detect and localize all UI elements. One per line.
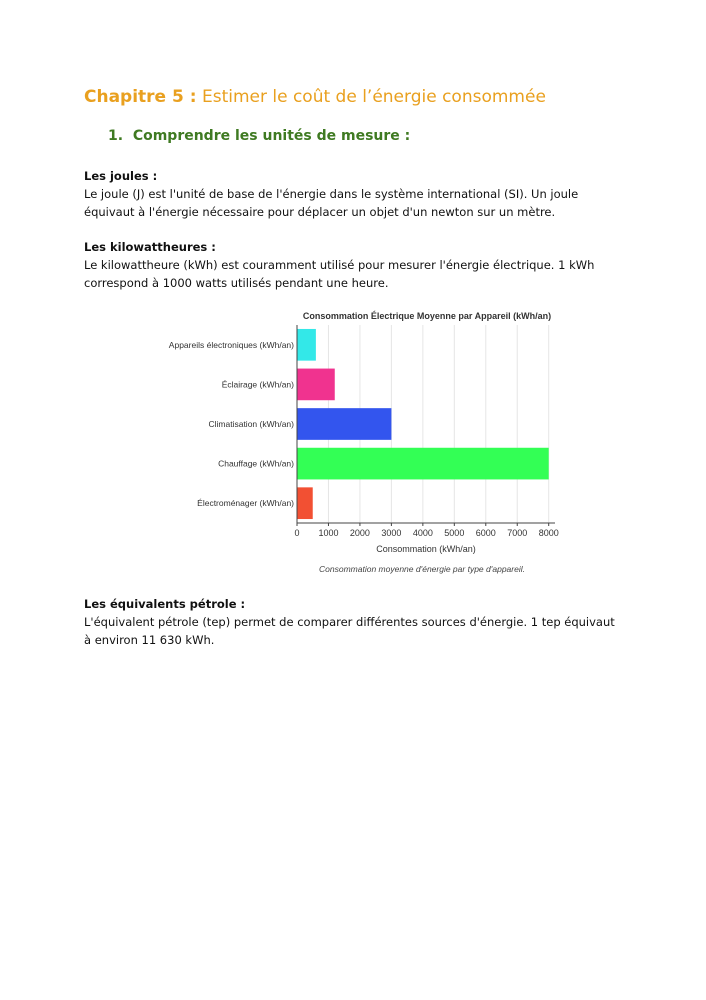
x-tick-label: 5000 xyxy=(444,528,465,538)
petrole-block xyxy=(84,595,624,649)
x-tick-label: 0 xyxy=(294,528,300,538)
y-tick-label: Appareils électroniques (kWh/an) xyxy=(168,339,294,350)
bar xyxy=(297,329,316,361)
y-tick-label: Chauffage (kWh/an) xyxy=(218,458,294,469)
joules-text: Le joule (J) est l'unité de base de l'énergie dans le système international (SI). Un joule équivaut à l'énergie nécessaire pour déplacer un objet d'un newton sur un mètre. xyxy=(84,187,579,219)
consumption-chart xyxy=(140,305,570,581)
section-number: 1. xyxy=(108,128,124,144)
chart-xlabel: Consommation (kWh/an) xyxy=(376,544,476,554)
kilowattheures-heading: Les kilowattheures : xyxy=(84,240,216,254)
x-tick-label: 6000 xyxy=(475,528,496,538)
x-tick-label: 8000 xyxy=(538,528,559,538)
x-tick-label: 2000 xyxy=(349,528,370,538)
y-tick-label: Éclairage (kWh/an) xyxy=(221,379,294,390)
chart-svg xyxy=(140,305,570,581)
y-tick-label: Électroménager (kWh/an) xyxy=(197,498,294,509)
y-tick-label: Climatisation (kWh/an) xyxy=(208,419,294,429)
chapter-title-text: Estimer le coût de l’énergie consommée xyxy=(196,87,546,107)
bar xyxy=(297,408,391,440)
bar xyxy=(297,487,313,519)
kilowattheures-block xyxy=(84,238,624,292)
chart-caption: Consommation moyenne d'énergie par type d'appareil. xyxy=(319,564,525,574)
bar xyxy=(297,448,549,480)
x-tick-label: 7000 xyxy=(507,528,528,538)
x-tick-label: 4000 xyxy=(412,528,433,538)
petrole-text: L'équivalent pétrole (tep) permet de comparer différentes sources d'énergie. 1 tep équivaut à environ 11 630 kWh. xyxy=(84,615,615,647)
joules-heading: Les joules : xyxy=(84,169,158,183)
chapter-label: Chapitre 5 : xyxy=(84,87,197,107)
joules-block xyxy=(84,167,624,221)
kilowattheures-text: Le kilowattheure (kWh) est couramment utilisé pour mesurer l'énergie électrique. 1 kWh correspond à 1000 watts utilisés pendant une heure. xyxy=(84,258,595,290)
x-tick-label: 1000 xyxy=(318,528,339,538)
chapter-title xyxy=(84,87,546,107)
x-tick-label: 3000 xyxy=(381,528,402,538)
section-title: Comprendre les unités de mesure : xyxy=(132,128,411,144)
bar xyxy=(297,369,335,401)
section-heading xyxy=(108,128,410,144)
petrole-heading: Les équivalents pétrole : xyxy=(84,597,246,611)
chart-title: Consommation Électrique Moyenne par Appareil (kWh/an) xyxy=(302,311,552,321)
